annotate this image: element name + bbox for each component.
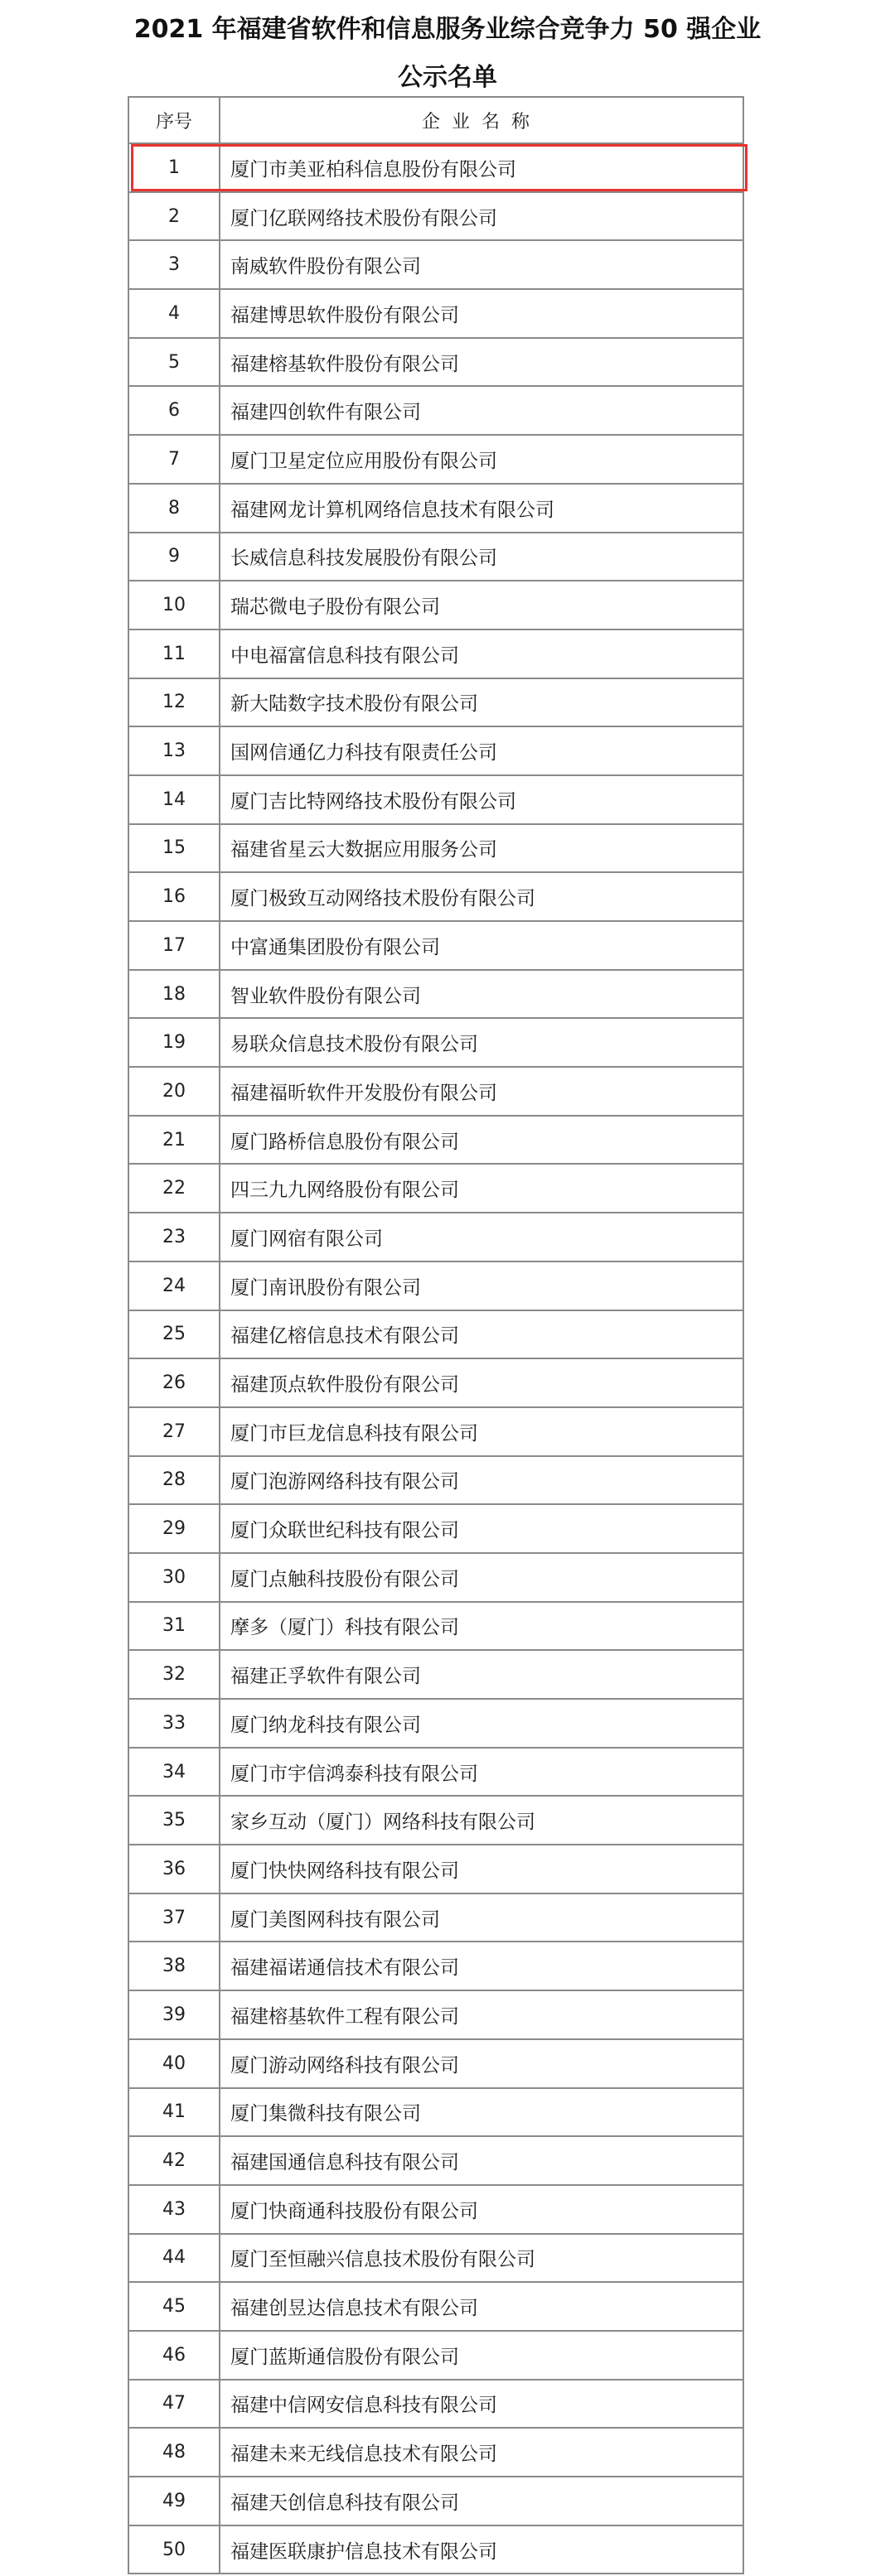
table-row: [129, 1749, 743, 1797]
row-number: 38: [129, 1942, 220, 1990]
table-row: [129, 144, 743, 193]
row-number: 32: [129, 1651, 220, 1698]
company-name: 厦门亿联网络技术股份有限公司: [230, 207, 497, 229]
company-name: 国网信通亿力科技有限责任公司: [230, 742, 497, 765]
table-row: [129, 1068, 743, 1117]
table-row: [129, 1651, 743, 1700]
company-name: 厦门泡游网络科技有限公司: [230, 1471, 459, 1493]
company-name: 中富通集团股份有限公司: [230, 936, 440, 958]
company-name: 厦门网宿有限公司: [230, 1228, 383, 1250]
header-no: 序号: [129, 98, 220, 142]
row-number: 12: [129, 679, 220, 726]
company-name: 厦门集微科技有限公司: [230, 2103, 421, 2125]
company-name: 厦门市巨龙信息科技有限公司: [230, 1422, 478, 1445]
table-row: [129, 1700, 743, 1749]
row-number: 33: [129, 1700, 220, 1747]
company-name: 福建医联康护信息技术有限公司: [230, 2540, 497, 2563]
company-name: 福建博思软件股份有限公司: [230, 304, 459, 326]
table-row: [129, 1019, 743, 1068]
company-table: [128, 96, 744, 2574]
table-row: [129, 2040, 743, 2089]
row-number: 29: [129, 1505, 220, 1552]
row-number: 18: [129, 971, 220, 1018]
company-name: 厦门市美亚柏科信息股份有限公司: [230, 158, 516, 181]
company-name: 福建创昱达信息技术有限公司: [230, 2298, 478, 2320]
table-row: [129, 776, 743, 825]
company-name: 中电福富信息科技有限公司: [230, 644, 459, 667]
table-row: [129, 1894, 743, 1943]
row-number: 41: [129, 2089, 220, 2136]
table-row: [129, 1554, 743, 1603]
row-number: 24: [129, 1262, 220, 1310]
table-row: [129, 1359, 743, 1408]
table-row: [129, 1213, 743, 1262]
company-name: 厦门蓝斯通信股份有限公司: [230, 2346, 459, 2368]
row-number: 49: [129, 2477, 220, 2525]
table-row: [129, 2235, 743, 2284]
row-number: 44: [129, 2235, 220, 2282]
table-row: [129, 1457, 743, 1506]
table-row: [129, 2089, 743, 2138]
company-name: 厦门极致互动网络技术股份有限公司: [230, 888, 535, 910]
company-name: 福建亿榕信息技术有限公司: [230, 1325, 459, 1348]
table-row: [129, 727, 743, 776]
table-row: [129, 1845, 743, 1894]
company-name: 福建未来无线信息技术有限公司: [230, 2443, 497, 2466]
row-number: 45: [129, 2283, 220, 2330]
table-row: [129, 2381, 743, 2429]
row-number: 47: [129, 2381, 220, 2428]
table-row: [129, 339, 743, 388]
company-name: 厦门快快网络科技有限公司: [230, 1860, 459, 1882]
row-number: 17: [129, 922, 220, 969]
company-name: 厦门卫星定位应用股份有限公司: [230, 450, 497, 472]
company-name: 厦门快商通科技股份有限公司: [230, 2200, 478, 2222]
company-name: 福建国通信息科技有限公司: [230, 2152, 459, 2174]
row-number: 36: [129, 1845, 220, 1893]
row-number: 43: [129, 2186, 220, 2233]
table-row: [129, 1942, 743, 1991]
row-number: 46: [129, 2332, 220, 2379]
row-number: 3: [129, 241, 220, 288]
row-number: 19: [129, 1019, 220, 1066]
table-row: [129, 825, 743, 874]
row-number: 2: [129, 193, 220, 240]
page-title: 2021 年福建省软件和信息服务业综合竞争力 50 强企业: [133, 15, 762, 44]
company-name: 厦门众联世纪科技有限公司: [230, 1520, 459, 1542]
row-number: 27: [129, 1408, 220, 1455]
company-name: 福建正孚软件有限公司: [230, 1666, 421, 1688]
row-number: 23: [129, 1213, 220, 1261]
row-number: 15: [129, 825, 220, 872]
company-name: 福建中信网安信息科技有限公司: [230, 2395, 497, 2417]
table-row: [129, 436, 743, 485]
company-name: 福建榕基软件工程有限公司: [230, 2005, 459, 2028]
row-number: 50: [129, 2526, 220, 2574]
row-number: 30: [129, 1554, 220, 1601]
company-name: 智业软件股份有限公司: [230, 985, 421, 1007]
company-name: 福建顶点软件股份有限公司: [230, 1374, 459, 1397]
row-number: 21: [129, 1117, 220, 1164]
table-row: [129, 2137, 743, 2186]
row-number: 31: [129, 1603, 220, 1650]
table-row: [129, 1603, 743, 1652]
company-name: 长威信息科技发展股份有限公司: [230, 548, 497, 570]
company-name: 厦门美图网科技有限公司: [230, 1908, 440, 1931]
table-row: [129, 2477, 743, 2526]
table-row: [129, 679, 743, 728]
company-name: 家乡互动（厦门）网络科技有限公司: [230, 1811, 535, 1834]
company-name: 厦门市宇信鸿泰科技有限公司: [230, 1763, 478, 1785]
company-name: 摩多（厦门）科技有限公司: [230, 1617, 459, 1639]
row-number: 26: [129, 1359, 220, 1406]
company-name: 福建省星云大数据应用服务公司: [230, 839, 497, 861]
row-number: 11: [129, 630, 220, 678]
table-row: [129, 1117, 743, 1165]
company-name: 厦门吉比特网络技术股份有限公司: [230, 790, 516, 813]
company-name: 厦门纳龙科技有限公司: [230, 1714, 421, 1736]
row-number: 13: [129, 727, 220, 774]
table-row: [129, 1311, 743, 1360]
table-row: [129, 241, 743, 290]
row-number: 6: [129, 387, 220, 434]
row-number: 35: [129, 1797, 220, 1844]
table-row: [129, 1991, 743, 2040]
table-row: [129, 581, 743, 630]
table-row: [129, 1797, 743, 1845]
company-name: 福建福诺通信技术有限公司: [230, 1957, 459, 1980]
table-row: [129, 485, 743, 533]
row-number: 37: [129, 1894, 220, 1942]
table-row: [129, 387, 743, 436]
page-subtitle: 公示名单: [398, 63, 497, 92]
table-row: [129, 2186, 743, 2235]
row-number: 25: [129, 1311, 220, 1358]
company-name: 瑞芯微电子股份有限公司: [230, 596, 440, 619]
table-row: [129, 971, 743, 1020]
table-row: [129, 1505, 743, 1554]
table-row: [129, 193, 743, 242]
row-number: 14: [129, 776, 220, 823]
header-name: 企业名称: [421, 111, 541, 133]
row-number: 42: [129, 2137, 220, 2184]
row-number: 34: [129, 1749, 220, 1796]
company-name: 厦门路桥信息股份有限公司: [230, 1131, 459, 1153]
company-name: 厦门点触科技股份有限公司: [230, 1568, 459, 1590]
table-body: [129, 144, 743, 2574]
company-name: 四三九九网络股份有限公司: [230, 1179, 459, 1202]
table-row: [129, 630, 743, 679]
row-number: 40: [129, 2040, 220, 2087]
row-number: 1: [129, 144, 220, 191]
table-row: [129, 2526, 743, 2575]
company-name: 福建榕基软件股份有限公司: [230, 353, 459, 375]
table-row: [129, 290, 743, 339]
table-row: [129, 2429, 743, 2477]
table-row: [129, 922, 743, 971]
table-row: [129, 533, 743, 582]
row-number: 7: [129, 436, 220, 483]
company-name: 厦门游动网络科技有限公司: [230, 2054, 459, 2077]
table-row: [129, 2332, 743, 2381]
table-row: [129, 2283, 743, 2332]
row-number: 10: [129, 581, 220, 629]
company-name: 南威软件股份有限公司: [230, 256, 421, 278]
table-header-row: [129, 98, 743, 144]
table-row: [129, 1262, 743, 1311]
company-name: 福建网龙计算机网络信息技术有限公司: [230, 499, 554, 521]
company-name: 厦门南讯股份有限公司: [230, 1276, 421, 1299]
row-number: 22: [129, 1165, 220, 1212]
row-number: 48: [129, 2429, 220, 2476]
company-name: 福建天创信息科技有限公司: [230, 2492, 459, 2514]
row-number: 8: [129, 485, 220, 532]
company-name: 易联众信息技术股份有限公司: [230, 1034, 478, 1056]
company-name: 福建福昕软件开发股份有限公司: [230, 1082, 497, 1104]
row-number: 28: [129, 1457, 220, 1504]
row-number: 39: [129, 1991, 220, 2038]
company-name: 厦门至恒融兴信息技术股份有限公司: [230, 2249, 535, 2271]
row-number: 20: [129, 1068, 220, 1115]
row-number: 16: [129, 873, 220, 920]
row-number: 5: [129, 339, 220, 386]
company-name: 福建四创软件有限公司: [230, 402, 421, 424]
table-row: [129, 1408, 743, 1457]
row-number: 9: [129, 533, 220, 581]
table-row: [129, 873, 743, 922]
row-number: 4: [129, 290, 220, 337]
table-row: [129, 1165, 743, 1213]
company-name: 新大陆数字技术股份有限公司: [230, 693, 478, 716]
